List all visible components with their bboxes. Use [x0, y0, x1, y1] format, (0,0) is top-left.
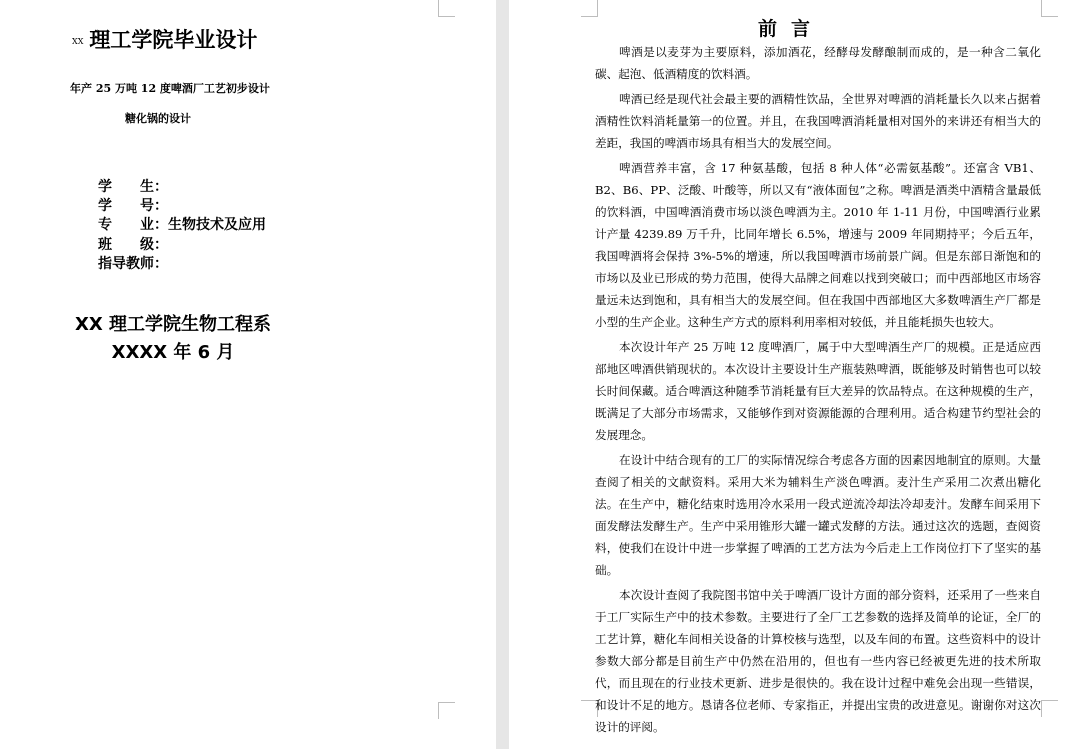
field-major: 专 业：生物技术及应用 — [98, 217, 266, 233]
paragraph-5: 在设计中结合现有的工厂的实际情况综合考虑各方面的因素因地制宜的原则。大量查阅了相关的文献资料。采用大米为辅料生产淡色啤酒。麦汁生产采用二次煮出糖化法。在生产中，糖化结束时选用冷水采用一段式逆流冷却法冷却麦汁。发酵车间采用下面发酵法发酵生产。生产中采用锥形大罐一罐式发酵的方法。通过这次的选题，查阅资料，使我们在设计中进一步掌握了啤酒的工艺方法为今后走上工作岗位打下了坚实的基础。 — [595, 453, 1041, 577]
cover-xx-mark: XX — [72, 37, 84, 46]
field-class: 班 级： — [98, 237, 168, 253]
cover-school-title — [72, 24, 257, 54]
field-student: 学 生： — [98, 179, 168, 195]
paragraph-4: 本次设计年产 25 万吨 12 度啤酒厂，属于中大型啤酒生产厂的规模。正是适应西部地区啤酒供销现状的。本次设计主要设计生产瓶装熟啤酒，既能够及时销售也可以较长时间保藏。适合啤酒这种随季节消耗量有巨大差异的饮品特点。在这种规模的生产，既满足了大部分市场需求，又能够作到对资源能源的合理利用。适合构建节约型社会的发展理念。 — [595, 340, 1041, 442]
preface-page — [509, 0, 1073, 749]
preface-body — [595, 41, 1041, 741]
paragraph-1: 啤酒是以麦芽为主要原料，添加酒花，经酵母发酵酿制而成的，是一种含二氧化碳、起泡、低酒精度的饮料酒。 — [595, 45, 1041, 81]
cover-thesis-title: 年产 25 万吨 12 度啤酒厂工艺初步设计 — [70, 82, 270, 95]
cover-date: XXXX 年 6 月 — [111, 342, 235, 363]
crop-mark-top-right — [438, 0, 455, 17]
field-student-id: 学 号： — [98, 198, 168, 214]
crop-mark-bottom-right — [1041, 700, 1058, 717]
cover-department: XX 理工学院生物工程系 — [74, 314, 272, 335]
paragraph-3: 啤酒营养丰富，含 17 种氨基酸，包括 8 种人体“必需氨基酸”。还富含 VB1、B2、B6、PP、泛酸、叶酸等，所以又有“液体面包”之称。啤酒是酒类中酒精含量最低的饮料酒，中国啤酒消费市场以淡色啤酒为主。2010 年 1-11 月份，中国啤酒行业累计产量 4239.89 万千升，比同年增长 6.5%，增速与 2009 年同期持平；今后五年，我国啤酒将会保持 3%-5%的增速，所以我国啤酒市场前景广阔。但是东部日渐饱和的市场以及业已形成的势力范围，使得大品牌之间难以找到突破口；而中西部地区市场容量远未达到饱和，具有相当大的发展空间。但在我国中西部地区大多数啤酒生产厂都是小型的生产企业。这种生产方式的原料利用率相对较低，并且能耗损失也较大。 — [595, 161, 1041, 329]
cover-school-title-text: 理工学院毕业设计 — [89, 27, 258, 52]
field-advisor: 指导教师： — [98, 256, 168, 272]
crop-mark-bottom-right — [438, 702, 455, 719]
preface-title: 前言 — [757, 18, 824, 40]
cover-subtitle: 糖化锅的设计 — [125, 112, 191, 125]
paragraph-2: 啤酒已经是现代社会最主要的酒精性饮品，全世界对啤酒的消耗量长久以来占据着酒精性饮料消耗量第一的位置。并且，在我国啤酒消耗量相对国外的来讲还有相当大的差距，我国的啤酒市场具有相当大的发展空间。 — [595, 92, 1041, 150]
paragraph-6: 本次设计查阅了我院图书馆中关于啤酒厂设计方面的部分资料，还采用了一些来自于工厂实际生产中的技术参数。主要进行了全厂工艺参数的选择及简单的论证，全厂的工艺计算，糖化车间相关设备的计算校核与选型，以及车间的布置。这些资料中的设计参数大部分都是目前生产中仍然在沿用的，但也有一些内容已经被更先进的技术所取代，而且现在的行业技术更新、进步是很快的。我在设计过程中难免会出现一些错误，和设计不足的地方。恳请各位老师、专家指正，并提出宝贵的改进意见。谢谢你对这次设计的评阅。 — [595, 588, 1041, 734]
cover-page — [0, 0, 496, 749]
